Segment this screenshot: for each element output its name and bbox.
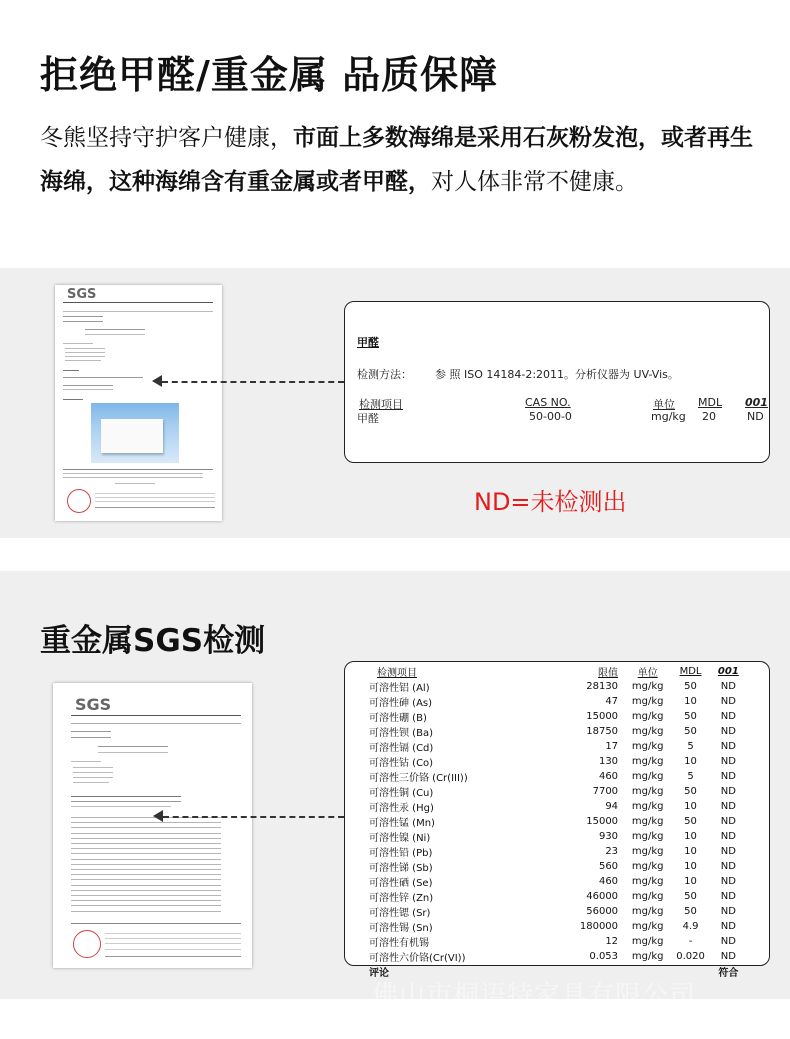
doc-rule bbox=[71, 731, 111, 732]
cell-item: 可溶性锰 (Mn) bbox=[369, 818, 435, 829]
mini-row-rule bbox=[71, 890, 221, 891]
pointer-arrow-icon bbox=[153, 810, 163, 822]
cell-limit: 94 bbox=[605, 801, 619, 812]
doc-rule bbox=[63, 370, 79, 371]
cell-mdl: 0.020 bbox=[676, 951, 705, 962]
col-mdl: MDL bbox=[679, 666, 702, 677]
doc-rule bbox=[98, 746, 168, 747]
cell-unit: mg/kg bbox=[631, 771, 664, 782]
cell-limit: 460 bbox=[598, 771, 619, 782]
cell-item: 可溶性汞 (Hg) bbox=[369, 803, 434, 814]
table-row bbox=[369, 889, 747, 904]
doc-rule bbox=[71, 796, 181, 797]
cell-unit: mg/kg bbox=[631, 876, 664, 887]
table-body bbox=[369, 679, 747, 964]
doc-rule bbox=[73, 782, 109, 783]
cell-result: ND bbox=[720, 711, 736, 722]
cell-limit: 12 bbox=[605, 936, 619, 947]
cell-result: ND bbox=[720, 846, 736, 857]
table-row bbox=[369, 904, 747, 919]
method-label: 检测方法： bbox=[357, 368, 412, 381]
cell-item: 可溶性锶 (Sr) bbox=[369, 908, 431, 919]
doc-rule bbox=[65, 352, 105, 353]
col-item: 检测项目 bbox=[359, 398, 403, 411]
doc-rule bbox=[65, 348, 105, 349]
mini-row-rule bbox=[71, 905, 221, 906]
mini-row-rule bbox=[71, 843, 221, 844]
header-rule bbox=[71, 715, 241, 716]
cell-mdl: 10 bbox=[684, 801, 697, 812]
doc-rule bbox=[71, 923, 241, 924]
cell-item: 可溶性钡 (Ba) bbox=[369, 728, 433, 739]
cell-limit: 180000 bbox=[579, 921, 619, 932]
cell-result: ND bbox=[720, 816, 736, 827]
formaldehyde-zoom-box bbox=[344, 301, 770, 463]
cell-item: 可溶性砷 (As) bbox=[369, 698, 433, 709]
cell-unit: mg/kg bbox=[631, 936, 664, 947]
doc-rule bbox=[63, 343, 93, 344]
cell-limit: 47 bbox=[605, 696, 619, 707]
doc-rule bbox=[63, 469, 213, 470]
header-rule bbox=[63, 302, 213, 303]
cell-unit: mg/kg bbox=[631, 891, 664, 902]
cell-result: ND bbox=[720, 771, 736, 782]
mini-row-rule bbox=[71, 838, 221, 839]
cell-limit: 0.053 bbox=[589, 951, 619, 962]
cell-item: 可溶性六价铬(Cr(VI)) bbox=[369, 953, 466, 964]
cell-result: ND bbox=[720, 936, 736, 947]
doc-rule bbox=[73, 767, 113, 768]
cell-limit: 46000 bbox=[586, 891, 619, 902]
cell-unit: mg/kg bbox=[631, 816, 664, 827]
sgs-logo: SGS bbox=[75, 695, 112, 714]
doc-rule bbox=[95, 507, 215, 508]
cell-result: ND bbox=[720, 801, 736, 812]
heavy-metal-zoom-box bbox=[344, 661, 770, 979]
intro-bold: 市面上多数海绵是采用石灰粉发泡，或者再生海绵，这种海绵含有重金属或者甲醛， bbox=[40, 125, 753, 195]
col-unit: 单位 bbox=[653, 398, 675, 411]
cell-unit: mg/kg bbox=[631, 756, 664, 767]
cell-mdl: 50 bbox=[684, 906, 697, 917]
cell-result: ND bbox=[720, 876, 736, 887]
table-row bbox=[369, 709, 747, 724]
cell-mdl: 50 bbox=[684, 711, 697, 722]
col-unit: 单位 bbox=[637, 668, 658, 679]
cell-unit: mg/kg bbox=[631, 741, 664, 752]
page-title: 拒绝甲醛/重金属 品质保障 bbox=[40, 53, 499, 97]
sample-photo bbox=[91, 403, 179, 463]
cell-limit: 130 bbox=[598, 756, 619, 767]
cell-unit: mg/kg bbox=[631, 921, 664, 932]
cell-unit: mg/kg bbox=[631, 846, 664, 857]
cell-result: ND bbox=[720, 786, 736, 797]
cell-result: ND bbox=[720, 861, 736, 872]
mini-result-table bbox=[71, 817, 241, 917]
doc-rule bbox=[63, 399, 83, 400]
intro-plain-2: 对人体非常不健康。 bbox=[431, 169, 638, 195]
cell-mdl: 50 bbox=[684, 726, 697, 737]
cell-mdl: 50 bbox=[684, 891, 697, 902]
row-result: ND bbox=[747, 410, 764, 423]
table-row bbox=[369, 829, 747, 844]
row-mdl: 20 bbox=[702, 410, 716, 423]
doc-rule bbox=[63, 477, 203, 478]
sgs-report-thumbnail-heavy-metal bbox=[53, 683, 252, 968]
table-header-row bbox=[369, 664, 747, 679]
cell-item: 可溶性硼 (B) bbox=[369, 713, 427, 724]
doc-rule bbox=[85, 329, 145, 330]
cell-item: 可溶性硒 (Se) bbox=[369, 878, 433, 889]
cell-mdl: 5 bbox=[687, 741, 694, 752]
cell-item: 可溶性铜 (Cu) bbox=[369, 788, 434, 799]
doc-rule bbox=[105, 949, 241, 950]
table-row bbox=[369, 799, 747, 814]
method-value: 参 照 ISO 14184-2:2011。分析仪器为 UV-Vis。 bbox=[435, 368, 679, 381]
doc-rule bbox=[73, 777, 113, 778]
sgs-logo: SGS bbox=[67, 287, 97, 302]
doc-rule bbox=[63, 385, 113, 386]
cell-unit: mg/kg bbox=[631, 831, 664, 842]
table-row bbox=[369, 814, 747, 829]
doc-rule bbox=[115, 483, 155, 484]
row-unit: mg/kg bbox=[651, 410, 686, 423]
section-title: 甲醛 bbox=[357, 336, 379, 349]
table-row bbox=[369, 874, 747, 889]
cell-result: ND bbox=[720, 726, 736, 737]
col-sample: 001 bbox=[745, 396, 768, 409]
cell-mdl: 10 bbox=[684, 696, 697, 707]
cell-item: 可溶性三价铬 (Cr(III)) bbox=[369, 773, 468, 784]
cell-limit: 560 bbox=[598, 861, 619, 872]
company-watermark: 佛山市桐语特家具有限公司 bbox=[372, 981, 697, 1011]
cell-result: ND bbox=[720, 756, 736, 767]
cell-result: ND bbox=[720, 906, 736, 917]
mini-row-rule bbox=[71, 874, 221, 875]
cell-mdl: 10 bbox=[684, 861, 697, 872]
cell-unit: mg/kg bbox=[631, 711, 664, 722]
table-row bbox=[369, 754, 747, 769]
mini-row-rule bbox=[71, 864, 221, 865]
cell-limit: 18750 bbox=[586, 726, 619, 737]
official-seal-icon bbox=[67, 489, 91, 513]
cell-result: ND bbox=[720, 681, 736, 692]
table-row bbox=[369, 679, 747, 694]
cell-item: 可溶性镉 (Cd) bbox=[369, 743, 434, 754]
cell-unit: mg/kg bbox=[631, 681, 664, 692]
table-row bbox=[369, 694, 747, 709]
cell-mdl: 50 bbox=[684, 786, 697, 797]
cell-result: ND bbox=[720, 696, 736, 707]
cell-mdl: 10 bbox=[684, 846, 697, 857]
cell-limit: 15000 bbox=[586, 816, 619, 827]
col-item: 检测项目 bbox=[377, 668, 417, 679]
doc-rule bbox=[63, 321, 103, 322]
footer-label: 评论 bbox=[369, 968, 389, 979]
section-title-heavy-metal: 重金属SGS检测 bbox=[40, 623, 266, 659]
table-row bbox=[369, 784, 747, 799]
foam-sample bbox=[101, 419, 163, 453]
official-seal-icon bbox=[73, 930, 101, 958]
cell-item: 可溶性铅 (Pb) bbox=[369, 848, 433, 859]
cell-item: 可溶性钴 (Co) bbox=[369, 758, 434, 769]
heavy-metal-table bbox=[369, 664, 747, 979]
cell-unit: mg/kg bbox=[631, 696, 664, 707]
doc-rule bbox=[105, 956, 241, 957]
doc-rule bbox=[71, 723, 241, 724]
cell-result: ND bbox=[720, 891, 736, 902]
cell-limit: 460 bbox=[598, 876, 619, 887]
mini-row-rule bbox=[71, 822, 221, 823]
doc-rule bbox=[95, 493, 215, 494]
mini-row-rule bbox=[71, 859, 221, 860]
cell-unit: mg/kg bbox=[631, 861, 664, 872]
col-limit: 限值 bbox=[598, 668, 619, 679]
doc-rule bbox=[71, 806, 171, 807]
doc-rule bbox=[95, 501, 215, 502]
table-row bbox=[369, 949, 747, 964]
cell-limit: 28130 bbox=[586, 681, 619, 692]
doc-rule bbox=[105, 933, 241, 934]
cell-item: 可溶性有机锡 bbox=[369, 938, 429, 949]
table-row bbox=[369, 724, 747, 739]
cell-result: ND bbox=[720, 831, 736, 842]
cell-item: 可溶性锌 (Zn) bbox=[369, 893, 434, 904]
cell-limit: 930 bbox=[598, 831, 619, 842]
intro-plain-1: 冬熊坚持守护客户健康， bbox=[40, 125, 293, 151]
cell-mdl: - bbox=[688, 936, 693, 947]
doc-rule bbox=[98, 752, 168, 753]
table-row bbox=[369, 934, 747, 949]
pointer-line bbox=[162, 381, 344, 383]
table-row bbox=[369, 919, 747, 934]
doc-rule bbox=[63, 473, 203, 474]
doc-rule bbox=[73, 772, 113, 773]
cell-limit: 7700 bbox=[592, 786, 619, 797]
cell-result: ND bbox=[720, 741, 736, 752]
doc-rule bbox=[85, 334, 145, 335]
doc-rule bbox=[63, 389, 113, 390]
cell-mdl: 4.9 bbox=[682, 921, 699, 932]
doc-rule bbox=[105, 938, 241, 939]
row-cas: 50-00-0 bbox=[529, 410, 572, 423]
cell-mdl: 5 bbox=[687, 771, 694, 782]
mini-row-rule bbox=[71, 885, 221, 886]
doc-rule bbox=[65, 360, 101, 361]
table-row bbox=[369, 859, 747, 874]
mini-row-rule bbox=[71, 827, 221, 828]
cell-result: ND bbox=[720, 951, 736, 962]
mini-row-rule bbox=[71, 895, 221, 896]
cell-mdl: 10 bbox=[684, 756, 697, 767]
cell-limit: 17 bbox=[605, 741, 619, 752]
doc-rule bbox=[71, 737, 111, 738]
doc-rule bbox=[105, 943, 241, 944]
cell-mdl: 10 bbox=[684, 831, 697, 842]
col-sample: 001 bbox=[717, 666, 739, 677]
cell-mdl: 10 bbox=[684, 876, 697, 887]
sgs-report-thumbnail-formaldehyde bbox=[55, 285, 222, 521]
doc-rule bbox=[63, 311, 213, 312]
col-mdl: MDL bbox=[698, 396, 723, 409]
cell-item: 可溶性铝 (Al) bbox=[369, 683, 430, 694]
pointer-arrow-icon bbox=[152, 375, 162, 387]
cell-item: 可溶性锡 (Sn) bbox=[369, 923, 433, 934]
doc-rule bbox=[71, 761, 101, 762]
col-cas: CAS NO. bbox=[525, 396, 571, 409]
cell-unit: mg/kg bbox=[631, 786, 664, 797]
mini-row-rule bbox=[71, 869, 221, 870]
mini-row-rule bbox=[71, 833, 221, 834]
cell-result: ND bbox=[720, 921, 736, 932]
mini-row-rule bbox=[71, 879, 221, 880]
doc-rule bbox=[65, 356, 105, 357]
doc-rule bbox=[63, 377, 143, 378]
cell-unit: mg/kg bbox=[631, 906, 664, 917]
cell-limit: 56000 bbox=[586, 906, 619, 917]
doc-rule bbox=[95, 497, 215, 498]
cell-limit: 23 bbox=[605, 846, 619, 857]
mini-row-rule bbox=[71, 853, 221, 854]
row-item: 甲醛 bbox=[357, 412, 379, 425]
cell-unit: mg/kg bbox=[631, 801, 664, 812]
mini-row-rule bbox=[71, 848, 221, 849]
table-row bbox=[369, 769, 747, 784]
cell-mdl: 50 bbox=[684, 816, 697, 827]
doc-rule bbox=[63, 316, 103, 317]
cell-unit: mg/kg bbox=[631, 951, 664, 962]
cell-unit: mg/kg bbox=[631, 726, 664, 737]
table-row bbox=[369, 739, 747, 754]
footer-value: 符合 bbox=[718, 968, 739, 979]
mini-row-rule bbox=[71, 900, 221, 901]
doc-rule bbox=[71, 801, 181, 802]
cell-item: 可溶性锑 (Sb) bbox=[369, 863, 433, 874]
table-row bbox=[369, 844, 747, 859]
cell-limit: 15000 bbox=[586, 711, 619, 722]
nd-note: ND=未检测出 bbox=[474, 488, 627, 516]
cell-mdl: 50 bbox=[684, 681, 697, 692]
mini-row-rule bbox=[71, 911, 221, 912]
pointer-line bbox=[163, 816, 344, 818]
cell-item: 可溶性镍 (Ni) bbox=[369, 833, 431, 844]
intro-text bbox=[40, 116, 760, 204]
